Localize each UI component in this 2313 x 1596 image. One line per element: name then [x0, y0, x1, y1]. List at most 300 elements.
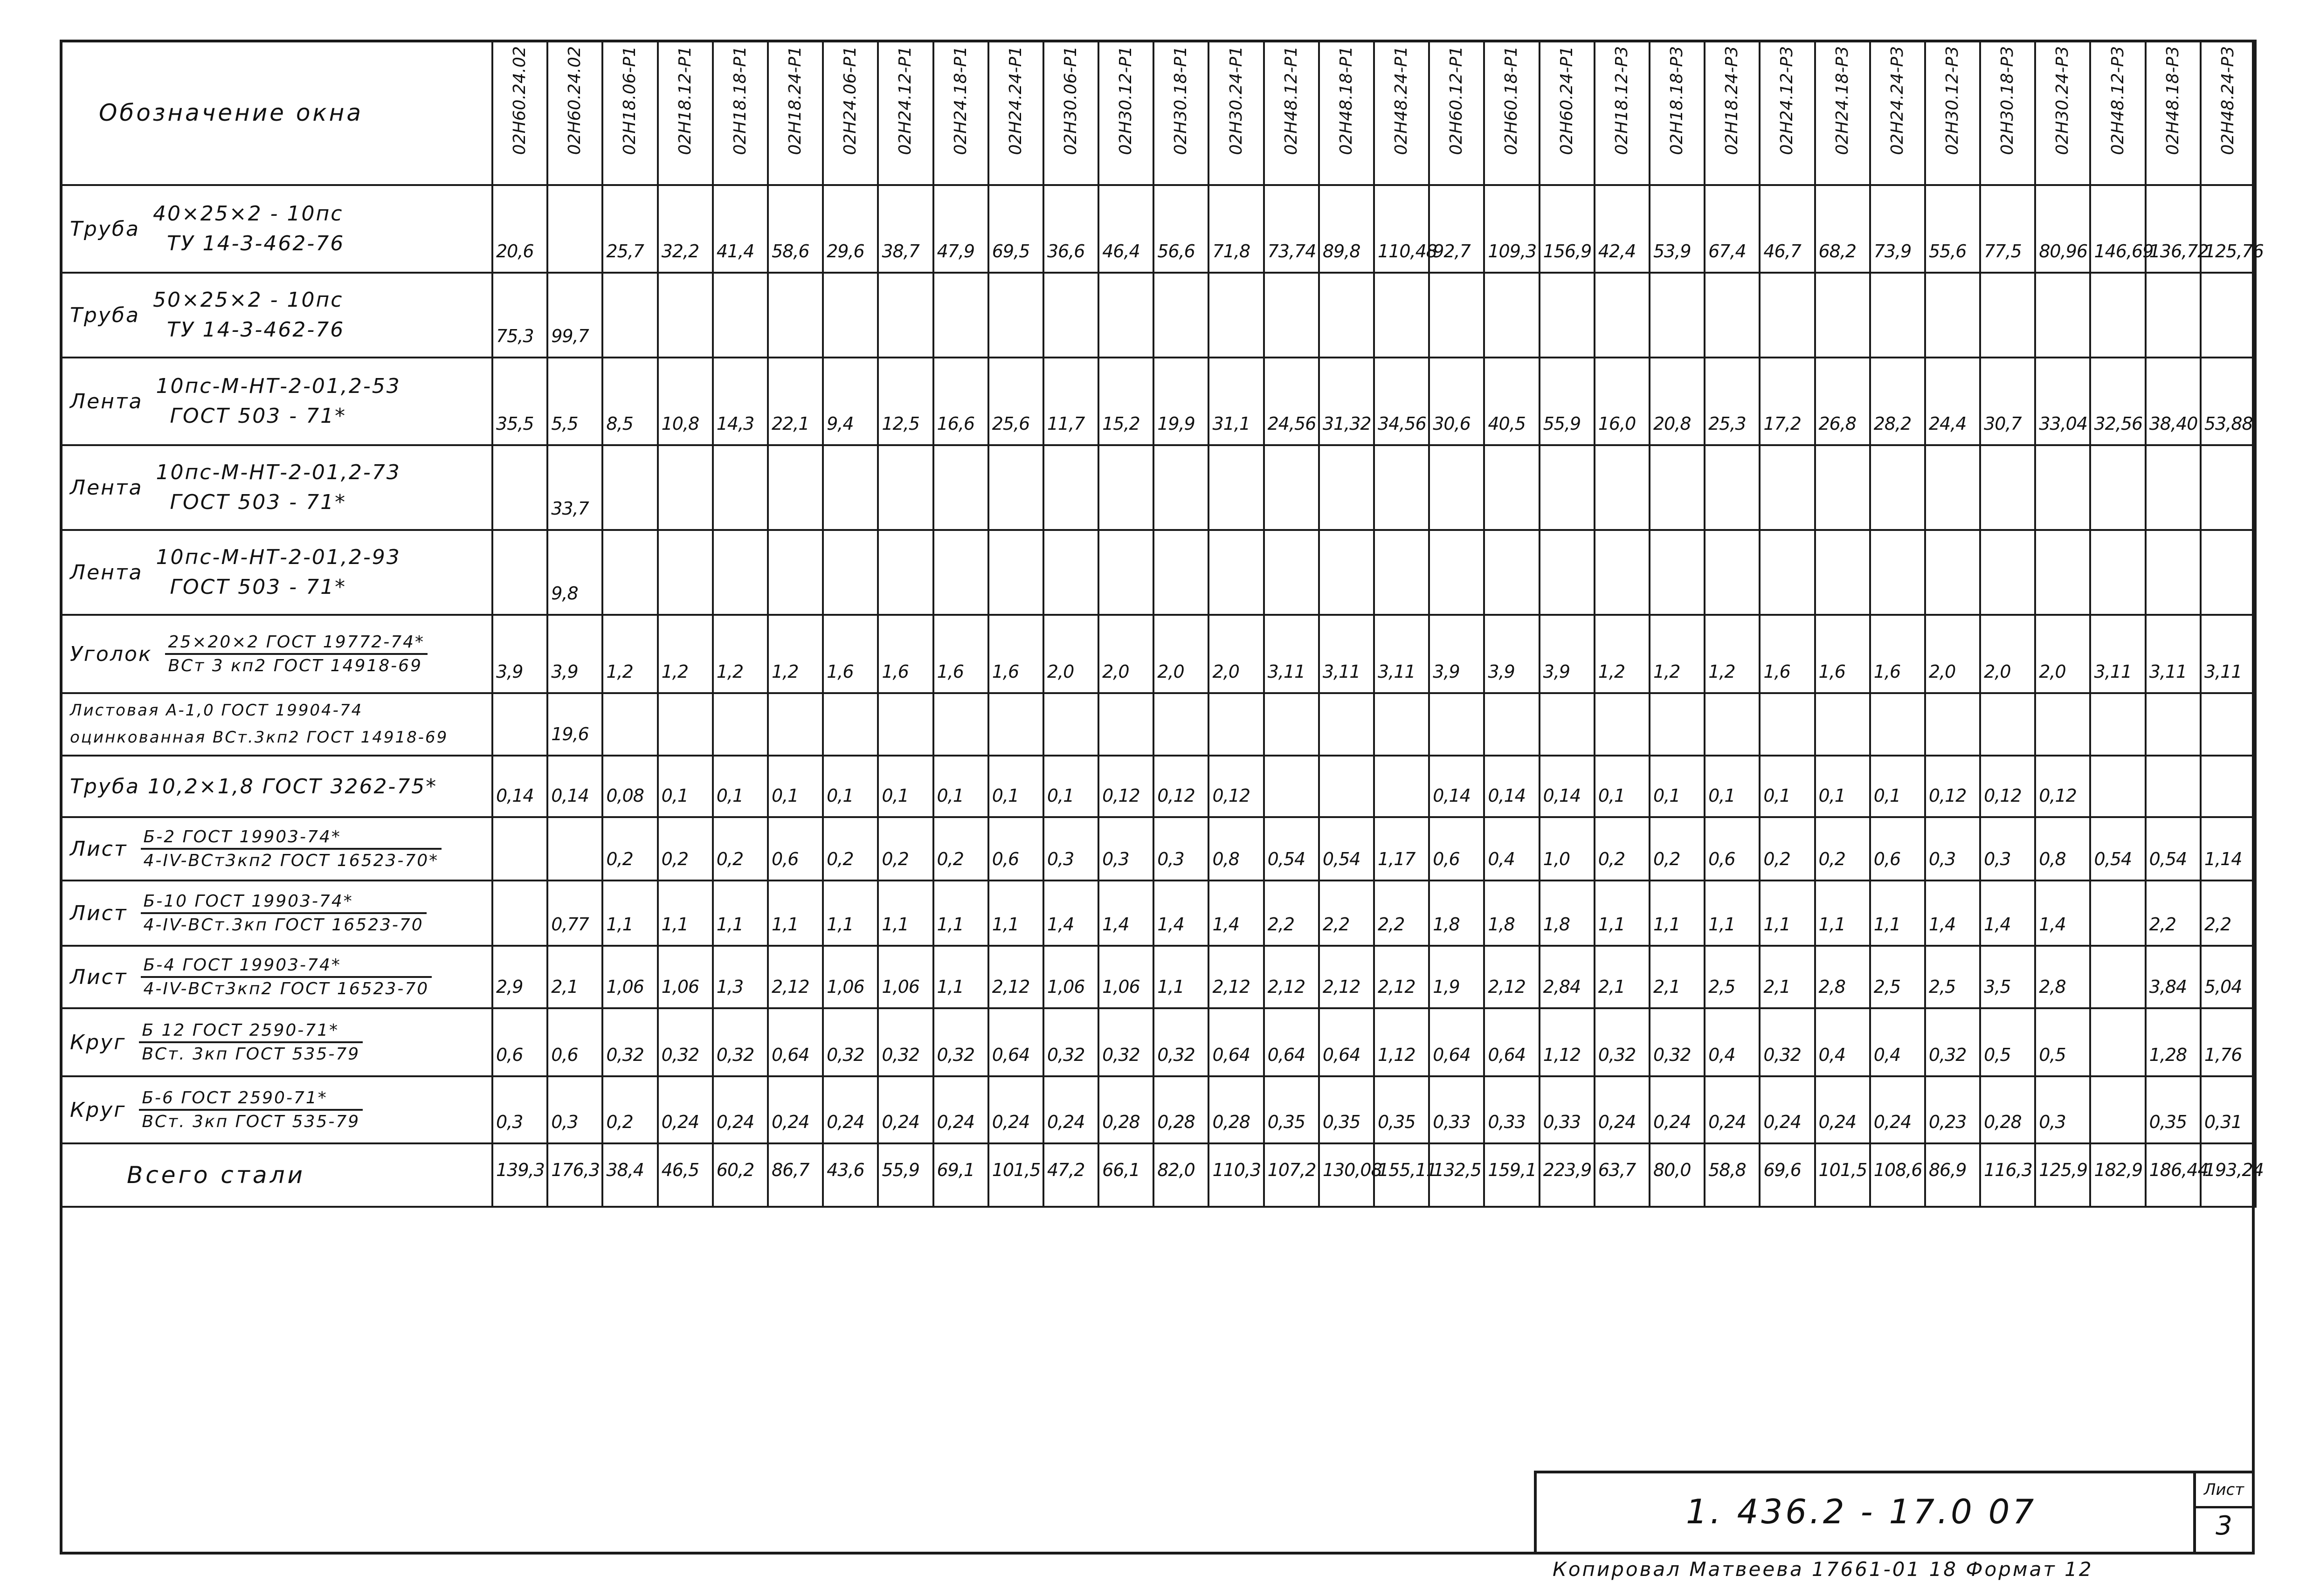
- material-name: [61, 881, 492, 946]
- column-header: [547, 41, 602, 185]
- mass-value: [1264, 693, 1319, 756]
- mass-value: 5,5: [547, 358, 602, 445]
- mass-value: [2146, 756, 2201, 817]
- mass-value: 0,3: [547, 1076, 602, 1143]
- mass-value: [1264, 530, 1319, 615]
- mass-value: 0,28: [1098, 1076, 1153, 1143]
- window-designation: 02Н30.12-Р1: [1116, 46, 1136, 155]
- mass-value: 92,7: [1429, 185, 1484, 273]
- mass-value: 3,11: [1264, 615, 1319, 693]
- mass-value: 1,1: [768, 881, 823, 946]
- material-type: Лист: [70, 837, 128, 861]
- mass-value: 0,64: [1429, 1008, 1484, 1076]
- mass-value: [1484, 445, 1539, 530]
- column-header: [2035, 41, 2090, 185]
- mass-value: 2,5: [1925, 946, 1980, 1008]
- mass-value: 2,84: [1540, 946, 1595, 1008]
- fraction-denominator: 4-IV-ВСт3кп2 ГОСТ 16523-70*: [143, 851, 439, 870]
- mass-value: 2,0: [1208, 615, 1264, 693]
- material-fraction: [165, 632, 428, 676]
- mass-value: 3,11: [1374, 615, 1429, 693]
- material-spec: [153, 285, 345, 345]
- mass-value: 31,32: [1319, 358, 1374, 445]
- mass-value: [658, 530, 713, 615]
- material-type: Лист: [70, 901, 128, 925]
- mass-value: [1429, 273, 1484, 358]
- mass-value: 14,3: [713, 358, 768, 445]
- mass-value: 0,2: [602, 817, 657, 881]
- mass-value: [492, 445, 547, 530]
- window-designation: 02Н30.18-Р1: [1171, 46, 1191, 155]
- mass-value: 0,5: [2035, 1008, 2090, 1076]
- column-header: [658, 41, 713, 185]
- mass-value: [1980, 693, 2035, 756]
- mass-value: 0,32: [1043, 1008, 1098, 1076]
- mass-value: [878, 693, 933, 756]
- column-header: [768, 41, 823, 185]
- material-fraction: [139, 1088, 363, 1132]
- mass-value: 0,6: [547, 1008, 602, 1076]
- material-name: [61, 530, 492, 615]
- window-designation: 02Н48.12-Р1: [1281, 46, 1301, 155]
- material-spec: Труба 10,2×1,8 ГОСТ 3262-75*: [70, 774, 438, 798]
- mass-value: 0,12: [2035, 756, 2090, 817]
- mass-value: 2,8: [2035, 946, 2090, 1008]
- fraction-numerator: Б-6 ГОСТ 2590-71*: [139, 1088, 363, 1111]
- total-value: 60,2: [713, 1143, 768, 1207]
- mass-value: [492, 817, 547, 881]
- mass-value: 0,64: [768, 1008, 823, 1076]
- mass-value: 2,1: [1595, 946, 1650, 1008]
- window-designation: 02Н48.18-Р3: [2163, 46, 2182, 155]
- window-designation: 02Н30.06-Р1: [1061, 46, 1080, 155]
- mass-value: 15,2: [1098, 358, 1153, 445]
- mass-value: [1098, 693, 1153, 756]
- material-type: Труба: [70, 303, 140, 327]
- mass-value: 1,2: [1595, 615, 1650, 693]
- column-header: [988, 41, 1043, 185]
- mass-value: 1,1: [988, 881, 1043, 946]
- mass-value: 2,1: [1650, 946, 1705, 1008]
- mass-value: 40,5: [1484, 358, 1539, 445]
- mass-value: 68,2: [1815, 185, 1870, 273]
- mass-value: 1,1: [1650, 881, 1705, 946]
- mass-value: 1,28: [2146, 1008, 2201, 1076]
- mass-value: 0,1: [823, 756, 878, 817]
- mass-value: 0,64: [1264, 1008, 1319, 1076]
- material-name: [61, 1076, 492, 1143]
- mass-value: [713, 273, 768, 358]
- mass-value: [1208, 273, 1264, 358]
- mass-value: 0,28: [1153, 1076, 1208, 1143]
- mass-value: 26,8: [1815, 358, 1870, 445]
- mass-value: [768, 273, 823, 358]
- material-type: Круг: [70, 1098, 126, 1122]
- mass-value: 0,33: [1429, 1076, 1484, 1143]
- mass-value: 0,24: [1705, 1076, 1760, 1143]
- column-header: [1815, 41, 1870, 185]
- mass-value: 24,56: [1264, 358, 1319, 445]
- mass-value: 0,14: [492, 756, 547, 817]
- mass-value: 0,1: [1815, 756, 1870, 817]
- mass-value: 0,64: [988, 1008, 1043, 1076]
- mass-value: [1043, 530, 1098, 615]
- mass-value: 0,24: [1595, 1076, 1650, 1143]
- mass-value: 0,24: [988, 1076, 1043, 1143]
- mass-value: 20,6: [492, 185, 547, 273]
- spec-line: ТУ 14-3-462-76: [166, 318, 345, 342]
- mass-value: 75,3: [492, 273, 547, 358]
- mass-value: [1208, 445, 1264, 530]
- mass-value: 1,06: [602, 946, 657, 1008]
- mass-value: 33,7: [547, 445, 602, 530]
- mass-value: 0,24: [878, 1076, 933, 1143]
- window-designation: 02Н30.18-Р3: [1998, 46, 2017, 155]
- mass-value: 3,9: [1484, 615, 1539, 693]
- total-value: 132,5: [1429, 1143, 1484, 1207]
- material-name: [61, 185, 492, 273]
- mass-value: [547, 185, 602, 273]
- mass-value: [713, 445, 768, 530]
- mass-value: 38,7: [878, 185, 933, 273]
- mass-value: 1,1: [933, 946, 988, 1008]
- mass-value: 0,32: [823, 1008, 878, 1076]
- mass-value: 3,11: [2146, 615, 2201, 693]
- mass-value: 46,7: [1760, 185, 1815, 273]
- fraction-denominator: 4-IV-ВСт3кп2 ГОСТ 16523-70: [143, 979, 429, 998]
- mass-value: [1705, 693, 1760, 756]
- mass-value: [2090, 273, 2145, 358]
- fraction-numerator: Б-2 ГОСТ 19903-74*: [141, 827, 442, 850]
- mass-value: [1043, 693, 1098, 756]
- column-header: [1043, 41, 1098, 185]
- mass-value: 0,8: [2035, 817, 2090, 881]
- document-code: 1. 436.2 - 17.0 07: [1686, 1492, 2037, 1531]
- mass-value: 0,4: [1705, 1008, 1760, 1076]
- mass-value: 0,32: [878, 1008, 933, 1076]
- material-fraction: [141, 891, 427, 935]
- mass-value: [713, 530, 768, 615]
- total-value: 101,5: [988, 1143, 1043, 1207]
- mass-value: 1,2: [602, 615, 657, 693]
- mass-value: 0,3: [1043, 817, 1098, 881]
- mass-value: 0,1: [1705, 756, 1760, 817]
- total-value: 139,3: [492, 1143, 547, 1207]
- mass-value: [1540, 530, 1595, 615]
- mass-value: [1374, 530, 1429, 615]
- mass-value: 1,6: [1760, 615, 1815, 693]
- material-name: [61, 273, 492, 358]
- mass-value: [1484, 693, 1539, 756]
- mass-value: 0,14: [547, 756, 602, 817]
- mass-value: 0,24: [713, 1076, 768, 1143]
- material-name: [61, 946, 492, 1008]
- mass-value: [988, 273, 1043, 358]
- total-value: 55,9: [878, 1143, 933, 1207]
- mass-value: 2,2: [1319, 881, 1374, 946]
- column-header: [1650, 41, 1705, 185]
- material-name: [61, 1008, 492, 1076]
- mass-value: 22,1: [768, 358, 823, 445]
- mass-value: 0,8: [1208, 817, 1264, 881]
- table-row: [61, 445, 2256, 530]
- window-designation: 02Н60.18-Р1: [1502, 46, 1521, 155]
- spec-line: 50×25×2 - 10пс: [152, 288, 344, 312]
- mass-value: 30,6: [1429, 358, 1484, 445]
- mass-value: 35,5: [492, 358, 547, 445]
- total-value: 63,7: [1595, 1143, 1650, 1207]
- mass-value: 0,2: [1760, 817, 1815, 881]
- window-designation: 02Н24.18-Р1: [951, 46, 970, 155]
- mass-value: 1,4: [1043, 881, 1098, 946]
- mass-value: [2035, 530, 2090, 615]
- fraction-denominator: ВСт. 3кп ГОСТ 535-79: [142, 1045, 360, 1064]
- fraction-numerator: Б-10 ГОСТ 19903-74*: [141, 891, 427, 914]
- material-type: Лента: [70, 475, 143, 500]
- total-value: 110,3: [1208, 1143, 1264, 1207]
- mass-value: 0,6: [1705, 817, 1760, 881]
- mass-value: 1,17: [1374, 817, 1429, 881]
- mass-value: 1,06: [878, 946, 933, 1008]
- mass-value: 0,4: [1870, 1008, 1925, 1076]
- mass-value: [1153, 530, 1208, 615]
- window-designation: 02Н18.24-Р3: [1722, 46, 1742, 155]
- mass-value: 8,5: [602, 358, 657, 445]
- table-row: [61, 530, 2256, 615]
- mass-value: [1319, 273, 1374, 358]
- material-type: Уголок: [70, 642, 152, 666]
- mass-value: [933, 693, 988, 756]
- mass-value: 156,9: [1540, 185, 1595, 273]
- table-row: [61, 817, 2256, 881]
- material-spec: [156, 458, 401, 517]
- mass-value: 0,2: [658, 817, 713, 881]
- mass-value: [1650, 530, 1705, 615]
- mass-value: [1098, 445, 1153, 530]
- window-designation: 02Н24.12-Р1: [896, 46, 915, 155]
- spec-line: 10пс-М-НТ-2-01,2-93: [156, 545, 401, 570]
- fraction-numerator: Б 12 ГОСТ 2590-71*: [139, 1020, 363, 1043]
- mass-value: [492, 881, 547, 946]
- mass-value: 110,48: [1374, 185, 1429, 273]
- table-row: [61, 358, 2256, 445]
- material-fraction: [141, 955, 432, 999]
- mass-value: [1980, 445, 2035, 530]
- mass-value: [658, 273, 713, 358]
- mass-value: [2090, 1008, 2145, 1076]
- mass-value: [1484, 530, 1539, 615]
- mass-value: 53,9: [1650, 185, 1705, 273]
- mass-value: 0,6: [1429, 817, 1484, 881]
- mass-value: 3,9: [1429, 615, 1484, 693]
- mass-value: [2146, 530, 2201, 615]
- mass-value: [658, 693, 713, 756]
- mass-value: 3,9: [547, 615, 602, 693]
- mass-value: 24,4: [1925, 358, 1980, 445]
- fraction-numerator: 25×20×2 ГОСТ 19772-74*: [165, 632, 428, 655]
- mass-value: 3,11: [1319, 615, 1374, 693]
- mass-value: 2,12: [1319, 946, 1374, 1008]
- mass-value: 0,1: [1760, 756, 1815, 817]
- mass-value: 38,40: [2146, 358, 2201, 445]
- mass-value: 19,6: [547, 693, 602, 756]
- mass-value: [1650, 693, 1705, 756]
- mass-value: 0,2: [1815, 817, 1870, 881]
- mass-value: [1815, 445, 1870, 530]
- mass-value: 0,12: [1153, 756, 1208, 817]
- mass-value: [933, 445, 988, 530]
- total-value: 66,1: [1098, 1143, 1153, 1207]
- mass-value: 2,5: [1705, 946, 1760, 1008]
- mass-value: [1374, 445, 1429, 530]
- mass-value: [1374, 693, 1429, 756]
- total-label: Всего стали: [61, 1143, 492, 1207]
- mass-value: 1,2: [658, 615, 713, 693]
- mass-value: 0,32: [1760, 1008, 1815, 1076]
- mass-value: 2,12: [1484, 946, 1539, 1008]
- mass-value: 0,24: [1870, 1076, 1925, 1143]
- material-type: Труба: [70, 217, 140, 241]
- mass-value: 1,1: [823, 881, 878, 946]
- mass-value: 1,6: [933, 615, 988, 693]
- mass-value: 34,56: [1374, 358, 1429, 445]
- mass-value: [1925, 273, 1980, 358]
- window-designation: 02Н18.18-Р1: [730, 46, 750, 155]
- window-designation: 02Н24.18-Р3: [1832, 46, 1852, 155]
- sheet-number: 3: [2216, 1511, 2232, 1541]
- mass-value: [1374, 273, 1429, 358]
- mass-value: [933, 530, 988, 615]
- mass-value: 0,2: [713, 817, 768, 881]
- mass-value: 1,6: [1815, 615, 1870, 693]
- mass-value: 3,9: [1540, 615, 1595, 693]
- mass-value: 1,76: [2201, 1008, 2256, 1076]
- mass-value: 0,6: [768, 817, 823, 881]
- column-header: [2090, 41, 2145, 185]
- mass-value: [1760, 273, 1815, 358]
- mass-value: 1,1: [713, 881, 768, 946]
- mass-value: 1,14: [2201, 817, 2256, 881]
- mass-value: [2035, 273, 2090, 358]
- mass-value: [1098, 530, 1153, 615]
- mass-value: 0,2: [878, 817, 933, 881]
- mass-value: [1705, 445, 1760, 530]
- mass-value: [2201, 530, 2256, 615]
- fraction-denominator: ВСт 3 кп2 ГОСТ 14918-69: [168, 656, 422, 675]
- total-value: 223,9: [1540, 1143, 1595, 1207]
- mass-value: 1,8: [1429, 881, 1484, 946]
- mass-value: 0,1: [988, 756, 1043, 817]
- mass-value: [1429, 693, 1484, 756]
- mass-value: 0,54: [1319, 817, 1374, 881]
- mass-value: [1650, 445, 1705, 530]
- table-title: Обозначение окна: [61, 41, 492, 185]
- spec-line: 10пс-М-НТ-2-01,2-53: [156, 374, 401, 399]
- sheet-cell: [2193, 1473, 2252, 1552]
- mass-value: [602, 273, 657, 358]
- mass-value: 0,2: [933, 817, 988, 881]
- total-value: 43,6: [823, 1143, 878, 1207]
- mass-value: [1540, 273, 1595, 358]
- mass-value: 31,1: [1208, 358, 1264, 445]
- mass-value: 0,6: [988, 817, 1043, 881]
- mass-value: [1980, 273, 2035, 358]
- total-value: 182,9: [2090, 1143, 2145, 1207]
- mass-value: 0,1: [1870, 756, 1925, 817]
- mass-value: [1925, 530, 1980, 615]
- mass-value: 136,72: [2146, 185, 2201, 273]
- mass-value: 3,11: [2201, 615, 2256, 693]
- mass-value: [1208, 530, 1264, 615]
- mass-value: [1815, 273, 1870, 358]
- mass-value: [2035, 445, 2090, 530]
- mass-value: [2090, 1076, 2145, 1143]
- mass-value: 1,06: [658, 946, 713, 1008]
- mass-value: 0,1: [658, 756, 713, 817]
- mass-value: 11,7: [1043, 358, 1098, 445]
- mass-value: 2,0: [1925, 615, 1980, 693]
- mass-value: 41,4: [713, 185, 768, 273]
- mass-value: 1,1: [1760, 881, 1815, 946]
- window-designation: 02Н60.12-Р1: [1447, 46, 1466, 155]
- column-header: [1484, 41, 1539, 185]
- mass-value: [1098, 273, 1153, 358]
- mass-value: 0,2: [1595, 817, 1650, 881]
- mass-value: [1264, 445, 1319, 530]
- mass-value: [1595, 693, 1650, 756]
- mass-value: 46,4: [1098, 185, 1153, 273]
- total-value: 86,7: [768, 1143, 823, 1207]
- fraction-denominator: 4-IV-ВСт.3кп ГОСТ 16523-70: [143, 915, 424, 935]
- mass-value: [1043, 273, 1098, 358]
- mass-value: [1540, 445, 1595, 530]
- mass-value: [823, 693, 878, 756]
- total-value: 193,24: [2201, 1143, 2256, 1207]
- mass-value: [1319, 445, 1374, 530]
- window-designation: 02Н60.24-Р1: [1557, 46, 1576, 155]
- total-value: 159,1: [1484, 1143, 1539, 1207]
- mass-value: [602, 530, 657, 615]
- mass-value: 1,12: [1374, 1008, 1429, 1076]
- column-header: [713, 41, 768, 185]
- mass-value: [988, 530, 1043, 615]
- mass-value: 0,24: [768, 1076, 823, 1143]
- mass-value: 0,32: [713, 1008, 768, 1076]
- mass-value: [1595, 530, 1650, 615]
- mass-value: 1,1: [658, 881, 713, 946]
- window-designation: 02Н60.24.02: [565, 46, 585, 155]
- mass-value: 0,32: [1925, 1008, 1980, 1076]
- spec-line: 10пс-М-НТ-2-01,2-73: [156, 461, 401, 485]
- window-designation: 02Н18.18-Р3: [1667, 46, 1687, 155]
- mass-value: 0,1: [933, 756, 988, 817]
- mass-value: [547, 817, 602, 881]
- material-type: Лист: [70, 965, 128, 989]
- column-header: [1595, 41, 1650, 185]
- mass-value: [1980, 530, 2035, 615]
- material-type: Лента: [70, 560, 143, 585]
- mass-value: [1374, 756, 1429, 817]
- mass-value: 1,2: [1705, 615, 1760, 693]
- mass-value: 47,9: [933, 185, 988, 273]
- window-designation: 02Н30.24-Р3: [2053, 46, 2072, 155]
- mass-value: 73,9: [1870, 185, 1925, 273]
- mass-value: 0,64: [1484, 1008, 1539, 1076]
- mass-value: 0,24: [658, 1076, 713, 1143]
- mass-value: 2,5: [1870, 946, 1925, 1008]
- mass-value: 0,14: [1540, 756, 1595, 817]
- mass-value: [602, 693, 657, 756]
